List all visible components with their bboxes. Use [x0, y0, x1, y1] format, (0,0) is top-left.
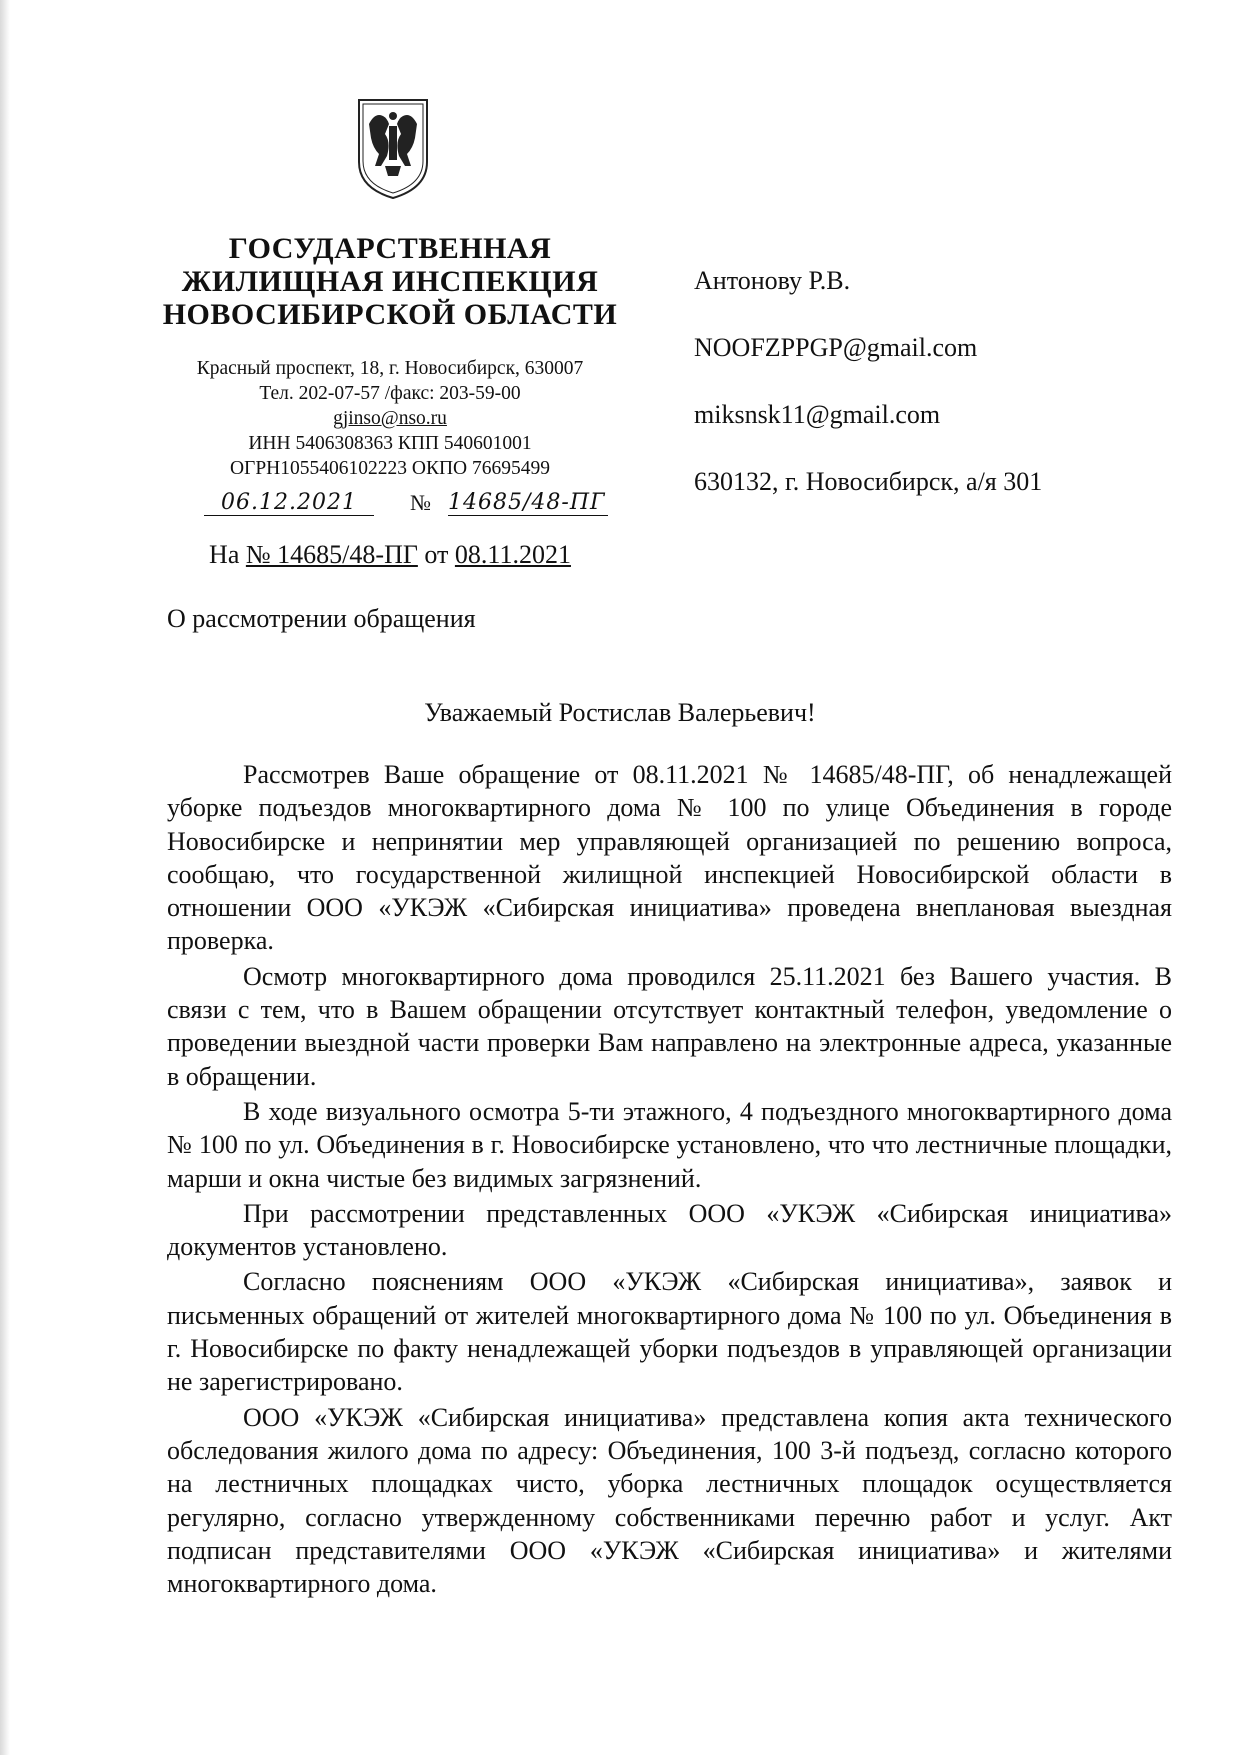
- org-address: Красный проспект, 18, г. Новосибирск, 630007: [196, 358, 584, 379]
- registration-number: 14685/48-ПГ: [448, 490, 608, 516]
- reply-number: № 14685/48-ПГ: [245, 540, 418, 569]
- addressee-postal: 630132, г. Новосибирск, а/я 301: [694, 467, 1043, 496]
- body-paragraph: Согласно пояснениям ООО «УКЭЖ «Сибирская инициатива», заявок и письменных обращений от жителей многоквартирного дома № 100 по ул. Объединения в г. Новосибирске по факту ненадлежащей уборки подъездов в управляющей организации не зарегистрировано.: [167, 1267, 1172, 1397]
- reply-reference: [140, 540, 640, 570]
- body-paragraph: Рассмотрев Ваше обращение от 08.11.2021 № 14685/48-ПГ, об ненадлежащей уборке подъездов многоквартирного дома № 100 по улице Объединения в городе Новосибирске и непринятии мер управляющей организацией по решению вопроса, сообщаю, что государственной жилищной инспекцией Новосибирской области в отношении ООО «УКЭЖ «Сибирская инициатива» проведена внеплановая выездная проверка.: [167, 760, 1172, 956]
- body-paragraph: Осмотр многоквартирного дома проводился 25.11.2021 без Вашего участия. В связи с тем, что в Вашем обращении отсутствует контактный телефон, уведомление о проведении выездной части проверки Вам направлено на электронные адреса, указанные в обращении.: [167, 961, 1172, 1091]
- org-line-1: ГОСУДАРСТВЕННАЯ: [228, 232, 552, 265]
- body-paragraph: В ходе визуального осмотра 5-ти этажного, 4 подъездного многоквартирного дома № 100 по ул. Объединения в г. Новосибирске установлено, что что лестничные площадки, марши и окна чистые без видимых загрязнений.: [167, 1096, 1172, 1193]
- reply-prefix: На: [209, 540, 240, 569]
- organization-name: [140, 232, 640, 331]
- addressee-block: [694, 264, 1042, 532]
- org-contacts: [140, 356, 640, 481]
- coat-of-arms-icon: [355, 96, 431, 202]
- body-paragraph: При рассмотрении представленных ООО «УКЭЖ «Сибирская инициатива» документов установлено.: [167, 1198, 1172, 1262]
- body-paragraph: ООО «УКЭЖ «Сибирская инициатива» представлена копия акта технического обследования жилого дома по адресу: Объединения, 100 3-й подъезд, согласно которого на лестничных площадках чисто, уборка лестничных площадок осуществляется регулярно, согласно утвержденному собственниками перечню работ и услуг. Акт подписан представителями ООО «УКЭЖ «Сибирская инициатива» и жителями многоквартирного дома.: [167, 1402, 1172, 1599]
- registration-number-sign: №: [410, 490, 431, 515]
- registration-date: 06.12.2021: [204, 490, 374, 516]
- addressee-email-2[interactable]: miksnsk11@gmail.com: [694, 400, 941, 429]
- org-inn-kpp: ИНН 5406308363 КПП 540601001: [248, 433, 532, 454]
- org-email-link[interactable]: gjinso@nso.ru: [333, 408, 447, 429]
- org-phone: Тел. 202-07-57 /факс: 203-59-00: [259, 383, 521, 404]
- registration-line: [196, 490, 616, 522]
- reply-from: от: [424, 540, 449, 569]
- addressee-email-1[interactable]: NOOFZPPGP@gmail.com: [694, 333, 978, 362]
- reply-date: 08.11.2021: [454, 540, 571, 569]
- scan-edge: [0, 0, 10, 1755]
- addressee-name: Антонову Р.В.: [694, 266, 851, 295]
- letter-subject: О рассмотрении обращения: [167, 604, 476, 633]
- letter-body: [167, 758, 1172, 1600]
- org-ogrn-okpo: ОГРН1055406102223 ОКПО 76695499: [229, 458, 551, 479]
- org-line-2: ЖИЛИЩНАЯ ИНСПЕКЦИЯ: [181, 265, 599, 298]
- org-line-3: НОВОСИБИРСКОЙ ОБЛАСТИ: [162, 298, 618, 331]
- greeting: Уважаемый Ростислав Валерьевич!: [424, 698, 816, 727]
